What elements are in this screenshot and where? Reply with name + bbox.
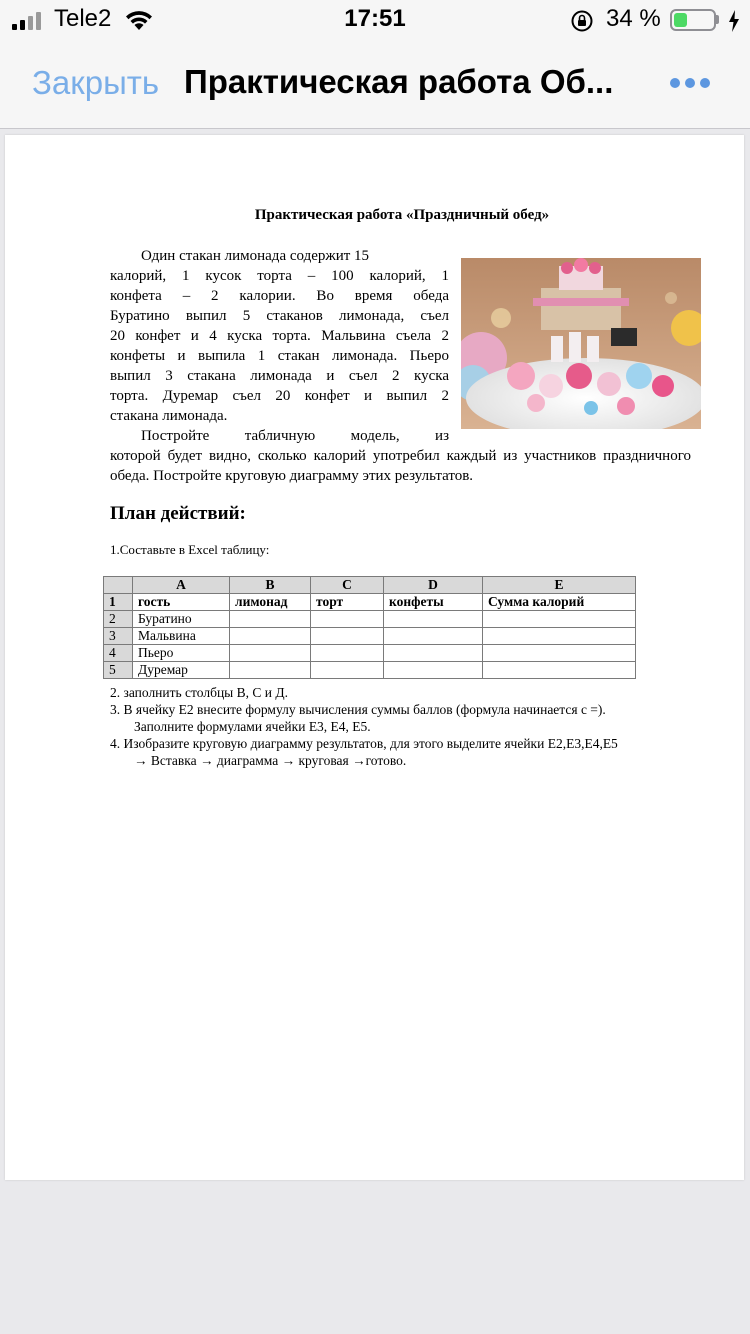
paragraph-line: калорий, 1 кусок торта – 100 калорий, 1 [110, 268, 449, 284]
paragraph-line: стакана лимонада. [110, 408, 228, 424]
paragraph-line: 20 конфет и 4 куска торта. Мальвина съела 2 [110, 328, 449, 344]
guest-name-cell: Дуремар [133, 662, 230, 679]
column-letters-row [104, 577, 636, 594]
table-cell [311, 611, 384, 628]
step-1: 1.Составьте в Excel таблицу: [110, 542, 270, 557]
table-cell [311, 645, 384, 662]
carrier-name: Tele2 [54, 5, 112, 32]
status-bar [0, 0, 750, 42]
instruction-steps [110, 684, 693, 769]
corner-cell [104, 577, 133, 594]
table-cell [311, 628, 384, 645]
battery-percent: 34 % [606, 5, 661, 32]
table-cell [483, 645, 636, 662]
table-header-cell: лимонад [230, 594, 311, 611]
row-number: 3 [104, 628, 133, 645]
guest-name-cell: Буратино [133, 611, 230, 628]
plan-heading: План действий: [110, 503, 246, 524]
table-cell [384, 662, 483, 679]
table-header-cell: гость [133, 594, 230, 611]
paragraph-1-cont [110, 266, 449, 426]
step-4-cont: → Вставка → диаграмма → круговая →готово. [134, 753, 407, 768]
battery-level [674, 13, 687, 27]
paragraph-line: Буратино выпил 5 стаканов лимонада, съел [110, 308, 449, 324]
paragraph-line: Один стакан лимонада содержит 15 [141, 248, 370, 264]
table-cell [230, 662, 311, 679]
close-button[interactable]: Закрыть [32, 64, 160, 101]
table-cell [483, 611, 636, 628]
table-cell [483, 628, 636, 645]
table-cell [230, 645, 311, 662]
table-cell [230, 628, 311, 645]
table-cell [311, 662, 384, 679]
row-number: 4 [104, 645, 133, 662]
excel-table [103, 576, 636, 679]
table-cell [384, 611, 483, 628]
step-4: 4. Изобразите круговую диаграмму результатов, для этого выделите ячейки Е2,Е3,Е4,Е5 [110, 736, 618, 751]
table-row [104, 662, 636, 679]
paragraph-line: конфета – 2 калории. Во время обеда [110, 288, 449, 304]
paragraph-2-start: Постройте табличную модель, из [141, 428, 449, 444]
table-row [104, 611, 636, 628]
table-cell [384, 645, 483, 662]
clock: 17:51 [344, 5, 406, 32]
paragraph-line: торта. Дуремар съел 20 конфет и выпил 2 [110, 388, 449, 404]
table-row [104, 645, 636, 662]
guest-name-cell: Пьеро [133, 645, 230, 662]
paragraph-2: которой будет видно, сколько калорий употребил каждый из участников праздничного обеда. Постройте круговую диаграмму этих результатов. [110, 448, 691, 484]
ellipsis-icon[interactable] [670, 78, 710, 90]
doc-heading: Практическая работа «Праздничный обед» [254, 207, 550, 223]
paragraph-line: конфеты и выпила 1 стакан лимонада. Пьеро [110, 348, 449, 364]
column-letter: B [230, 577, 311, 594]
row-number: 2 [104, 611, 133, 628]
navigation-bar [0, 42, 750, 129]
paragraph-1 [110, 246, 449, 266]
column-letter: A [133, 577, 230, 594]
document-title: Практическая работа Об... [184, 63, 614, 100]
document-page [5, 135, 744, 1180]
battery-cap [716, 15, 719, 24]
charging-bolt-icon [728, 10, 740, 32]
table-cell [230, 611, 311, 628]
step-2: 2. заполнить столбцы В, С и Д. [110, 685, 288, 700]
table-header-row [104, 594, 636, 611]
table-cell [483, 662, 636, 679]
table-row [104, 628, 636, 645]
battery-icon [670, 9, 716, 31]
column-letter: E [483, 577, 636, 594]
row-number: 5 [104, 662, 133, 679]
orientation-lock-icon [570, 9, 594, 33]
step-3-cont: Заполните формулами ячейки Е3, Е4, Е5. [134, 719, 371, 734]
column-letter: D [384, 577, 483, 594]
column-letter: C [311, 577, 384, 594]
step-3: 3. В ячейку Е2 внесите формулу вычисления суммы баллов (формула начинается с =). [110, 702, 606, 717]
table-header-cell: Сумма калорий [483, 594, 636, 611]
table-header-cell: торт [311, 594, 384, 611]
row-number: 1 [104, 594, 133, 611]
table-cell [384, 628, 483, 645]
table-header-cell: конфеты [384, 594, 483, 611]
guest-name-cell: Мальвина [133, 628, 230, 645]
paragraph-line: выпил 3 стакана лимонада и съел 2 куска [110, 368, 449, 384]
candy-table-photo [461, 258, 701, 429]
